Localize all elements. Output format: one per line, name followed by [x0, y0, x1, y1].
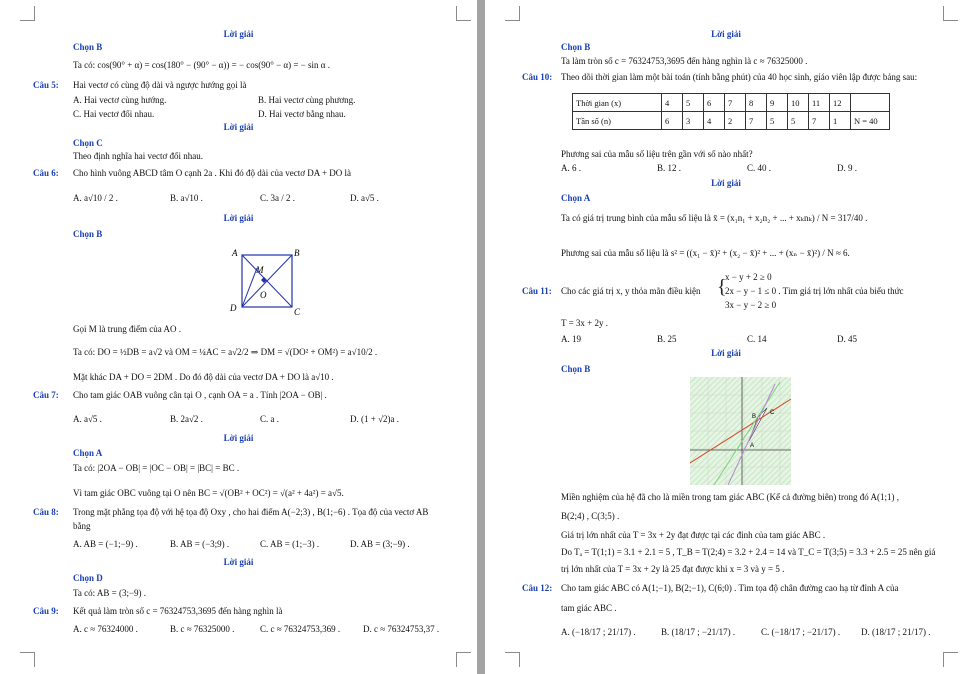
- vertex-a-label: A: [750, 443, 755, 449]
- solution-line: Miền nghiệm của hệ đã cho là miền trong tam giác ABC (Kể cả đường biên) trong đó A(1;1) ,: [561, 492, 900, 502]
- crop-mark: [505, 6, 520, 21]
- vertex-b-label: B: [294, 248, 300, 258]
- answer-choice-label: Chọn D: [73, 573, 103, 583]
- question-label: Câu 6:: [33, 168, 59, 178]
- table-row: [573, 112, 890, 130]
- option-b: B. 12 .: [657, 163, 682, 173]
- question-label: Câu 5:: [33, 80, 59, 90]
- vertex-c-label: C: [294, 307, 301, 317]
- question-label: Câu 8:: [33, 507, 59, 517]
- point-m-label: M: [256, 265, 264, 275]
- solution-line: Giá trị lớn nhất của T = 3x + 2y đạt được tại các đỉnh của tam giác ABC .: [561, 530, 826, 540]
- table-cell: 2: [725, 112, 746, 130]
- system-line-2: 2x − y − 1 ≤ 0 . Tìm giá trị lớn nhất của biểu thức: [725, 286, 904, 296]
- option-b: B. 2a√2 .: [170, 414, 203, 424]
- point-o-label: O: [260, 290, 267, 300]
- option-a: A. c ≈ 76324000 .: [73, 624, 138, 634]
- option-b: B. a√10 .: [170, 193, 203, 203]
- solution-heading: Lời giải: [223, 29, 254, 39]
- answer-choice-label: Chọn B: [561, 42, 591, 52]
- solution-line: Gọi M là trung điểm của AO .: [73, 324, 181, 334]
- option-b: B. Hai vectơ cùng phương.: [258, 95, 356, 105]
- vertex-c-label: C: [770, 410, 775, 416]
- solution-heading: Lời giải: [711, 178, 741, 188]
- option-d: D. c ≈ 76324753,37 .: [363, 624, 440, 634]
- option-a: A. a√10 / 2 .: [73, 193, 118, 203]
- solution-line: Mặt khác DA + DO = 2DM . Do đó độ dài của vectơ DA + DO là a√10 .: [73, 372, 334, 382]
- table-cell: 5: [767, 112, 788, 130]
- option-b: B. AB = (−3;9) .: [170, 539, 230, 549]
- option-c: C. 40 .: [747, 163, 772, 173]
- table-cell: [851, 94, 890, 112]
- square-diagram: [220, 245, 310, 319]
- solution-line: Ta có giá trị trung bình của mẫu số liệu là x̄ = (x₁n₁ + x₂n₂ + ... + xₖnₖ) / N = 317/40 .: [561, 213, 868, 223]
- solution-line: Ta làm tròn số c = 76324753,3695 đến hàng nghìn là c ≈ 76325000 .: [561, 56, 808, 66]
- question-label: Câu 9:: [33, 606, 59, 616]
- table-row-header: Tần số (n): [573, 112, 662, 130]
- option-a: A. Hai vectơ cùng hướng.: [73, 95, 167, 105]
- document-page-left: [0, 0, 477, 674]
- solution-line: Phương sai của mẫu số liệu là s² = ((x₁ − x̄)² + (x₂ − x̄)² + ... + (xₙ − x̄)²) / N ≈ 6.: [561, 248, 850, 258]
- question-label: Câu 10:: [522, 72, 553, 82]
- option-b: B. c ≈ 76325000 .: [170, 624, 235, 634]
- question-text: Cho tam giác OAB vuông cân tại O , cạnh OA = a . Tính |2OA − OB| .: [73, 390, 327, 400]
- feasible-region-graph: [690, 377, 791, 485]
- vertex-d-label: D: [230, 303, 237, 313]
- solution-line: B(2;4) , C(3;5) .: [561, 511, 620, 521]
- crop-mark: [456, 6, 471, 21]
- segment-dm: [242, 268, 257, 307]
- question-text: Phương sai của mẫu số liệu trên gần với số nào nhất?: [561, 149, 753, 159]
- option-d: D. (1 + √2)a .: [350, 414, 400, 424]
- question-text: Cho các giá trị x, y thỏa mãn điều kiện: [561, 286, 701, 296]
- table-cell: 11: [809, 94, 830, 112]
- table-row: [573, 94, 890, 112]
- option-a: A. a√5 .: [73, 414, 102, 424]
- solution-line: Ta có: AB = (3;−9) .: [73, 588, 147, 598]
- answer-choice-label: Chọn C: [73, 138, 103, 148]
- question-text: Theo dõi thời gian làm một bài toán (tính bằng phút) của 40 học sinh, giáo viên lập được bảng sau:: [561, 72, 918, 82]
- table-cell: 6: [662, 112, 683, 130]
- solution-heading: Lời giải: [223, 213, 254, 223]
- solution-heading: Lời giải: [711, 348, 741, 358]
- option-c: C. Hai vectơ đối nhau.: [73, 109, 155, 119]
- option-a: A. 6 .: [561, 163, 581, 173]
- solution-line: Ta có: DO = ½DB = a√2 và OM = ¼AC = a√2/2 ⇒ DM = √(DO² + OM²) = a√10/2 .: [73, 347, 378, 357]
- table-cell: 10: [788, 94, 809, 112]
- table-cell: 5: [788, 112, 809, 130]
- question-text: Hai vectơ có cùng độ dài và ngược hướng gọi là: [73, 80, 247, 90]
- option-d: D. Hai vectơ bằng nhau.: [258, 109, 346, 119]
- question-text: Cho hình vuông ABCD tâm O cạnh 2a . Khi đó độ dài của vectơ DA + DO là: [73, 168, 352, 178]
- answer-choice-label: Chọn B: [73, 229, 103, 239]
- question-text: Kết quả làm tròn số c = 76324753,3695 đến hàng nghìn là: [73, 606, 283, 616]
- option-b: B. 25: [657, 334, 677, 344]
- crop-mark: [20, 652, 35, 667]
- crop-mark: [20, 6, 35, 21]
- option-d: D. a√5 .: [350, 193, 379, 203]
- table-cell: 1: [830, 112, 851, 130]
- option-c: C. c ≈ 76324753,369 .: [260, 624, 341, 634]
- crop-mark: [943, 652, 958, 667]
- question-text: T = 3x + 2y .: [561, 318, 608, 328]
- system-line-1: x − y + 2 ≥ 0: [725, 272, 772, 282]
- question-text: tam giác ABC .: [561, 603, 617, 613]
- system-brace: {: [717, 276, 727, 298]
- option-a: A. 19: [561, 334, 581, 344]
- system-line-3: 3x − y − 2 ≥ 0: [725, 300, 777, 310]
- question-text: Cho tam giác ABC có A(1;−1), B(2;−1), C(6;0) . Tìm tọa độ chân đường cao hạ từ đỉnh A của: [561, 583, 899, 593]
- option-c: C. (−18/17 ; −21/17) .: [761, 627, 841, 637]
- table-cell: N = 40: [851, 112, 890, 130]
- option-c: C. 14: [747, 334, 767, 344]
- table-cell: 5: [683, 94, 704, 112]
- solution-line: Do Tₐ = T(1;1) = 3.1 + 2.1 = 5 , T_B = T(2;4) = 3.2 + 2.4 = 14 và T_C = T(3;5) = 3.3 + 2.5 = 25 nên giá: [561, 547, 936, 557]
- question-label: Câu 11:: [522, 286, 552, 296]
- option-a: A. AB = (−1;−9) .: [73, 539, 138, 549]
- table-cell: 3: [683, 112, 704, 130]
- option-c: C. AB = (1;−3) .: [260, 539, 320, 549]
- table-cell: 4: [662, 94, 683, 112]
- solution-heading: Lời giải: [223, 557, 254, 567]
- table-cell: 7: [725, 94, 746, 112]
- option-a: A. (−18/17 ; 21/17) .: [561, 627, 636, 637]
- document-page-right: [485, 0, 967, 674]
- crop-mark: [505, 652, 520, 667]
- table-cell: 7: [809, 112, 830, 130]
- table-cell: 4: [704, 112, 725, 130]
- vertex-b-label: B: [752, 414, 757, 420]
- crop-mark: [943, 6, 958, 21]
- solution-line: Ta có: cos(90° + α) = cos(180° − (90° − α)) = − cos(90° − α) = − sin α .: [73, 60, 331, 70]
- table-cell: 7: [746, 112, 767, 130]
- option-d: D. 9 .: [837, 163, 857, 173]
- crop-mark: [456, 652, 471, 667]
- answer-choice-label: Chọn B: [561, 364, 591, 374]
- question-label: Câu 7:: [33, 390, 59, 400]
- answer-choice-label: Chọn A: [561, 193, 591, 203]
- table-cell: 6: [704, 94, 725, 112]
- option-c: C. a .: [260, 414, 279, 424]
- solution-line: trị lớn nhất của T = 3x + 2y là 25 đạt được khi x = 3 và y = 5 .: [561, 564, 785, 574]
- solution-line: Vì tam giác OBC vuông tại O nên BC = √(OB² + OC²) = √(a² + 4a²) = a√5.: [73, 488, 344, 498]
- frequency-table: [572, 93, 890, 130]
- table-cell: 8: [746, 94, 767, 112]
- option-b: B. (18/17 ; −21/17) .: [661, 627, 736, 637]
- table-row-header: Thời gian (x): [573, 94, 662, 112]
- table-cell: 12: [830, 94, 851, 112]
- vertex-a-label: A: [232, 248, 238, 258]
- solution-heading: Lời giải: [223, 122, 254, 132]
- solution-heading: Lời giải: [223, 433, 254, 443]
- solution-heading: Lời giải: [711, 29, 741, 39]
- question-text: bằng: [73, 521, 91, 531]
- answer-choice-label: Chọn A: [73, 448, 103, 458]
- question-label: Câu 12:: [522, 583, 553, 593]
- solution-line: Theo định nghĩa hai vectơ đối nhau.: [73, 151, 203, 161]
- option-d: D. (18/17 ; 21/17) .: [861, 627, 931, 637]
- table-cell: 9: [767, 94, 788, 112]
- option-c: C. 3a / 2 .: [260, 193, 295, 203]
- question-text: Trong mặt phẳng tọa độ với hệ tọa độ Oxy , cho hai điểm A(−2;3) , B(1;−6) . Tọa độ của vectơ AB: [73, 507, 429, 517]
- solution-line: Ta có: |2OA − OB| = |OC − OB| = |BC| = BC .: [73, 463, 240, 473]
- option-d: D. AB = (3;−9) .: [350, 539, 410, 549]
- option-d: D. 45: [837, 334, 857, 344]
- answer-choice-label: Chọn B: [73, 42, 103, 52]
